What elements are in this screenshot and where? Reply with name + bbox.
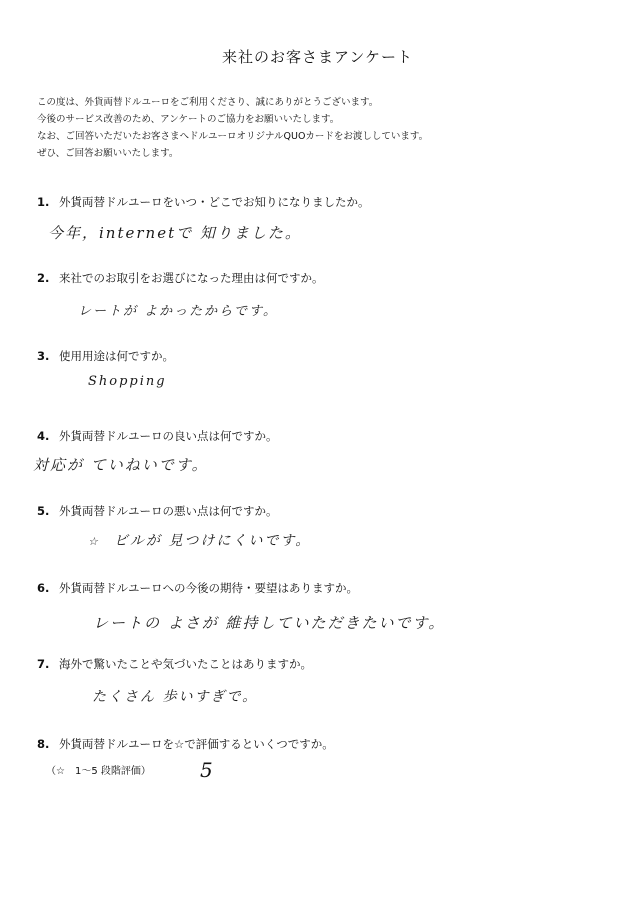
answer-4: 対応が ていねいです。: [33, 456, 209, 474]
intro-line: この度は、外貨両替ドルユーロをご利用くださり、誠にありがとうございます。: [37, 97, 379, 108]
intro-text: [37, 94, 617, 162]
answer-5-text: ビルが 見つけにくいです。: [113, 533, 312, 549]
question-text: 外貨両替ドルユーロの悪い点は何ですか。: [59, 504, 278, 518]
question-text: 外貨両替ドルユーロへの今後の期待・要望はありますか。: [59, 581, 358, 595]
question-8: [37, 736, 334, 752]
question-7: [37, 656, 312, 672]
question-number: 7.: [37, 657, 50, 671]
question-5: [37, 503, 278, 519]
intro-line: ぜひ、ご回答お願いいたします。: [37, 148, 179, 159]
question-number: 8.: [37, 737, 50, 751]
question-4: [37, 428, 278, 444]
question-2: [37, 270, 324, 286]
answer-2: レートが よかったからです。: [78, 304, 278, 319]
answer-5: [88, 530, 311, 550]
answer-6: レートの よさが 維持していただきたいです。: [93, 614, 446, 632]
question-number: 2.: [37, 271, 50, 285]
answer-7: たくさん 歩いすぎで。: [92, 689, 259, 705]
answer-3: Shopping: [88, 374, 167, 389]
intro-line: 今後のサービス改善のため、アンケートのご協力をお願いいたします。: [37, 114, 340, 125]
question-text: 外貨両替ドルユーロをいつ・どこでお知りになりましたか。: [59, 195, 370, 209]
question-6: [37, 580, 358, 596]
question-number: 3.: [37, 349, 50, 363]
question-text: 来社でのお取引をお選びになった理由は何ですか。: [59, 271, 324, 285]
intro-line: なお、ご回答いただいたお客さまへドルユーロオリジナルQUOカードをお渡ししています。: [37, 131, 429, 142]
question-number: 4.: [37, 429, 50, 443]
question-number: 5.: [37, 504, 50, 518]
question-1: [37, 194, 370, 210]
question-number: 6.: [37, 581, 50, 595]
page-title: 来社のお客さまアンケート: [221, 48, 414, 66]
question-text: 使用用途は何ですか。: [59, 349, 174, 363]
question-text: 海外で驚いたことや気づいたことはありますか。: [59, 657, 312, 671]
rating-note: （☆ 1〜5 段階評価）: [46, 766, 151, 777]
star-icon: ☆: [88, 535, 100, 548]
question-text: 外貨両替ドルユーロを☆で評価するといくつですか。: [59, 737, 334, 751]
answer-1: 今年，internetで 知りました。: [48, 224, 302, 242]
question-number: 1.: [37, 195, 50, 209]
rating-score: 5: [200, 758, 213, 782]
question-3: [37, 348, 174, 364]
question-text: 外貨両替ドルユーロの良い点は何ですか。: [59, 429, 278, 443]
